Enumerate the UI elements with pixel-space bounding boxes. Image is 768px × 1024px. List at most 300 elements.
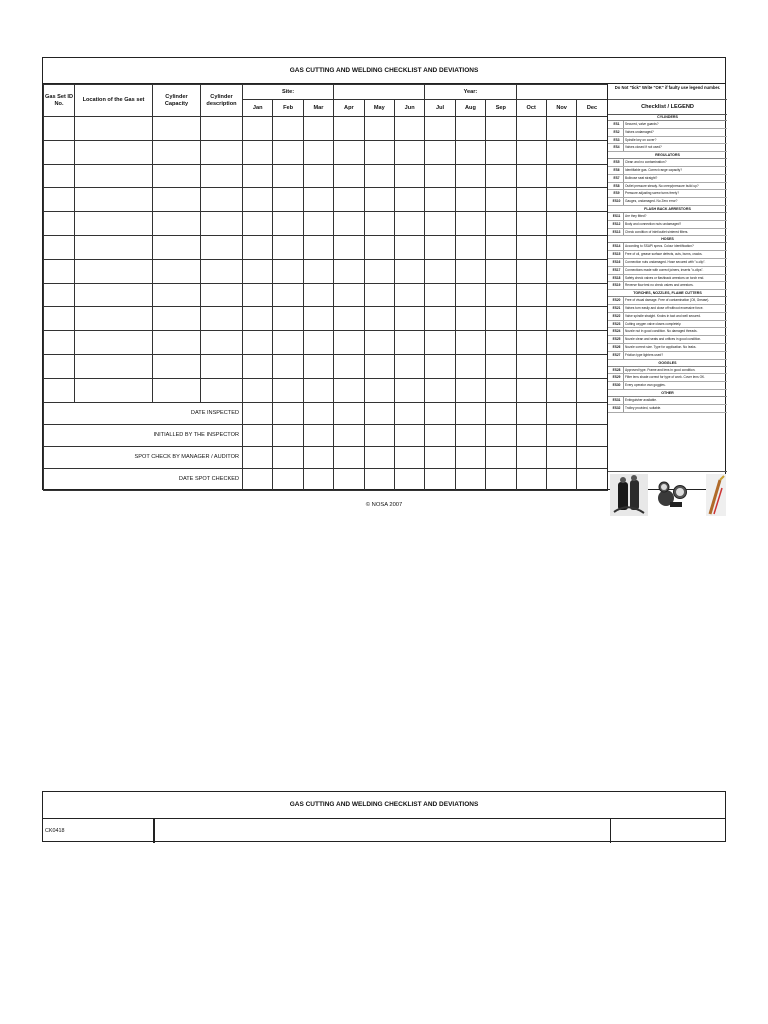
entry-cell[interactable] <box>303 164 333 188</box>
entry-cell[interactable] <box>394 188 424 212</box>
legend-item <box>608 352 727 360</box>
legend-item-code: ES9 <box>610 190 624 197</box>
entry-cell[interactable] <box>516 259 546 283</box>
entry-cell[interactable] <box>425 164 455 188</box>
entry-cell[interactable] <box>44 378 75 402</box>
footer-entry-cell[interactable] <box>455 424 485 446</box>
entry-cell[interactable] <box>334 117 364 141</box>
footer-entry-cell[interactable] <box>455 402 485 424</box>
entry-cell[interactable] <box>546 140 576 164</box>
entry-cell[interactable] <box>577 378 607 402</box>
entry-cell[interactable] <box>44 117 75 141</box>
entry-cell[interactable] <box>546 283 576 307</box>
entry-cell[interactable] <box>394 259 424 283</box>
footer-entry-cell[interactable] <box>364 424 394 446</box>
entry-cell[interactable] <box>486 378 516 402</box>
legend-item-text: Free of visual damage. Free of contamination (Oil, Grease). <box>625 298 710 303</box>
entry-cell[interactable] <box>273 188 303 212</box>
legend-item <box>608 144 727 152</box>
entry-cell[interactable] <box>394 212 424 236</box>
entry-cell[interactable] <box>273 259 303 283</box>
entry-cell[interactable] <box>455 378 485 402</box>
entry-cell[interactable] <box>334 235 364 259</box>
footer-entry-cell[interactable] <box>516 402 546 424</box>
footer-entry-cell[interactable] <box>394 468 424 490</box>
entry-cell[interactable] <box>44 307 75 331</box>
entry-cell[interactable] <box>334 140 364 164</box>
entry-cell[interactable] <box>273 283 303 307</box>
entry-cell[interactable] <box>243 354 273 378</box>
entry-cell[interactable] <box>273 331 303 355</box>
entry-cell[interactable] <box>546 188 576 212</box>
entry-cell[interactable] <box>201 259 243 283</box>
entry-cell[interactable] <box>75 283 153 307</box>
legend-item-code: ES32 <box>610 405 624 412</box>
month-header: May <box>364 100 394 117</box>
entry-cell[interactable] <box>394 378 424 402</box>
entry-cell[interactable] <box>486 117 516 141</box>
entry-cell[interactable] <box>153 212 201 236</box>
legend-item-text: Bullnose seat straight? <box>625 175 658 180</box>
legend-item <box>608 259 727 267</box>
table-row <box>44 307 608 331</box>
entry-cell[interactable] <box>364 354 394 378</box>
entry-cell[interactable] <box>153 331 201 355</box>
entry-cell[interactable] <box>364 164 394 188</box>
entry-cell[interactable] <box>75 235 153 259</box>
entry-cell[interactable] <box>44 164 75 188</box>
entry-cell[interactable] <box>273 354 303 378</box>
entry-cell[interactable] <box>425 212 455 236</box>
legend-item <box>608 251 727 259</box>
legend-item <box>608 367 727 375</box>
footer-entry-cell[interactable] <box>273 424 303 446</box>
entry-cell[interactable] <box>44 188 75 212</box>
entry-cell[interactable] <box>364 140 394 164</box>
month-header: Apr <box>334 100 364 117</box>
entry-cell[interactable] <box>303 307 333 331</box>
entry-cell[interactable] <box>425 235 455 259</box>
footer-entry-cell[interactable] <box>334 424 364 446</box>
second-sheet-title: GAS CUTTING AND WELDING CHECKLIST AND DEVIATIONS <box>43 792 725 819</box>
entry-cell[interactable] <box>486 164 516 188</box>
entry-cell[interactable] <box>516 140 546 164</box>
entry-cell[interactable] <box>577 331 607 355</box>
entry-cell[interactable] <box>394 140 424 164</box>
entry-cell[interactable] <box>364 212 394 236</box>
entry-cell[interactable] <box>44 331 75 355</box>
entry-cell[interactable] <box>201 188 243 212</box>
entry-cell[interactable] <box>486 235 516 259</box>
entry-cell[interactable] <box>364 188 394 212</box>
entry-cell[interactable] <box>577 259 607 283</box>
footer-entry-cell[interactable] <box>516 446 546 468</box>
entry-cell[interactable] <box>516 188 546 212</box>
entry-cell[interactable] <box>577 212 607 236</box>
legend-item <box>608 159 727 167</box>
footer-entry-cell[interactable] <box>546 468 576 490</box>
footer-entry-cell[interactable] <box>486 402 516 424</box>
entry-cell[interactable] <box>364 259 394 283</box>
entry-cell[interactable] <box>577 354 607 378</box>
entry-cell[interactable] <box>334 188 364 212</box>
entry-cell[interactable] <box>394 283 424 307</box>
entry-cell[interactable] <box>546 235 576 259</box>
legend-item <box>608 175 727 183</box>
entry-cell[interactable] <box>273 140 303 164</box>
entry-cell[interactable] <box>44 259 75 283</box>
entry-cell[interactable] <box>546 354 576 378</box>
entry-cell[interactable] <box>201 354 243 378</box>
entry-cell[interactable] <box>364 331 394 355</box>
entry-cell[interactable] <box>486 188 516 212</box>
entry-cell[interactable] <box>153 259 201 283</box>
entry-cell[interactable] <box>364 378 394 402</box>
legend-item-code: ES4 <box>610 144 624 151</box>
entry-cell[interactable] <box>75 188 153 212</box>
entry-cell[interactable] <box>243 235 273 259</box>
footer-entry-cell[interactable] <box>425 424 455 446</box>
entry-cell[interactable] <box>303 235 333 259</box>
legend-item-code: ES11 <box>610 213 624 220</box>
legend-item-code: ES12 <box>610 221 624 228</box>
entry-cell[interactable] <box>577 117 607 141</box>
footer-entry-cell[interactable] <box>334 446 364 468</box>
site-value[interactable] <box>334 85 425 100</box>
entry-cell[interactable] <box>455 259 485 283</box>
entry-cell[interactable] <box>243 307 273 331</box>
footer-entry-cell[interactable] <box>273 468 303 490</box>
entry-cell[interactable] <box>201 331 243 355</box>
legend-item-text: Check condition of inlet/outlet sintered filters. <box>625 229 689 234</box>
entry-cell[interactable] <box>516 378 546 402</box>
second-sheet-header <box>42 791 726 842</box>
entry-cell[interactable] <box>394 331 424 355</box>
entry-cell[interactable] <box>394 307 424 331</box>
entry-cell[interactable] <box>334 354 364 378</box>
footer-entry-cell[interactable] <box>364 446 394 468</box>
entry-cell[interactable] <box>201 117 243 141</box>
entry-cell[interactable] <box>75 140 153 164</box>
entry-cell[interactable] <box>486 212 516 236</box>
entry-cell[interactable] <box>201 283 243 307</box>
table-row <box>44 140 608 164</box>
entry-cell[interactable] <box>273 164 303 188</box>
footer-entry-cell[interactable] <box>455 468 485 490</box>
entry-cell[interactable] <box>425 188 455 212</box>
entry-cell[interactable] <box>243 283 273 307</box>
second-sheet-field-right[interactable] <box>611 819 725 843</box>
legend-item-text: Clean and no contamination? <box>625 160 667 165</box>
entry-cell[interactable] <box>486 140 516 164</box>
legend-item <box>608 267 727 275</box>
entry-cell[interactable] <box>516 331 546 355</box>
legend-list <box>608 114 727 413</box>
footer-entry-cell[interactable] <box>243 468 273 490</box>
entry-cell[interactable] <box>546 378 576 402</box>
footer-entry-cell[interactable] <box>577 402 607 424</box>
entry-cell[interactable] <box>303 140 333 164</box>
entry-cell[interactable] <box>455 212 485 236</box>
legend-item <box>608 190 727 198</box>
entry-cell[interactable] <box>394 164 424 188</box>
entry-cell[interactable] <box>455 117 485 141</box>
legend-item-text: Free of oil, grease surface defects, cuts, burns, cracks. <box>625 252 703 257</box>
footer-entry-cell[interactable] <box>577 468 607 490</box>
footer-entry-cell[interactable] <box>425 402 455 424</box>
entry-cell[interactable] <box>243 140 273 164</box>
entry-cell[interactable] <box>577 164 607 188</box>
legend-item-text: Valves undamaged? <box>625 129 654 134</box>
entry-cell[interactable] <box>546 117 576 141</box>
entry-cell[interactable] <box>516 307 546 331</box>
entry-cell[interactable] <box>577 140 607 164</box>
legend-item-code: ES23 <box>610 321 624 328</box>
entry-cell[interactable] <box>334 283 364 307</box>
entry-cell[interactable] <box>425 307 455 331</box>
footer-entry-cell[interactable] <box>486 468 516 490</box>
legend-item-code: ES14 <box>610 243 624 250</box>
entry-cell[interactable] <box>425 259 455 283</box>
entry-cell[interactable] <box>577 188 607 212</box>
entry-cell[interactable] <box>486 354 516 378</box>
entry-cell[interactable] <box>303 283 333 307</box>
entry-cell[interactable] <box>334 307 364 331</box>
legend-section-heading: TORCHES, NOZZLES, FLAME CUTTERS <box>608 290 727 297</box>
entry-cell[interactable] <box>243 164 273 188</box>
footer-entry-cell[interactable] <box>303 402 333 424</box>
entry-cell[interactable] <box>546 259 576 283</box>
entry-cell[interactable] <box>201 164 243 188</box>
legend-item-text: Approved type. Frame and lens in good condition. <box>625 367 696 372</box>
entry-cell[interactable] <box>303 354 333 378</box>
entry-cell[interactable] <box>153 235 201 259</box>
entry-cell[interactable] <box>303 188 333 212</box>
legend-item-code: ES6 <box>610 167 624 174</box>
entry-cell[interactable] <box>75 331 153 355</box>
header-year: Year: <box>425 85 516 100</box>
table-row <box>44 283 608 307</box>
legend-note: Do Not "tick" Write "OK" if faulty use legend number. <box>608 84 727 100</box>
entry-cell[interactable] <box>273 378 303 402</box>
entry-cell[interactable] <box>44 235 75 259</box>
entry-cell[interactable] <box>516 354 546 378</box>
entry-cell[interactable] <box>75 354 153 378</box>
copyright-notice: © NOSA 2007 <box>365 502 403 508</box>
entry-cell[interactable] <box>546 331 576 355</box>
entry-cell[interactable] <box>75 378 153 402</box>
entry-cell[interactable] <box>273 117 303 141</box>
table-row <box>44 117 608 141</box>
footer-entry-cell[interactable] <box>394 402 424 424</box>
entry-cell[interactable] <box>243 188 273 212</box>
legend-item-code: ES2 <box>610 129 624 136</box>
entry-cell[interactable] <box>273 235 303 259</box>
footer-entry-cell[interactable] <box>273 446 303 468</box>
footer-entry-cell[interactable] <box>486 424 516 446</box>
entry-cell[interactable] <box>577 283 607 307</box>
entry-cell[interactable] <box>546 164 576 188</box>
entry-cell[interactable] <box>243 117 273 141</box>
footer-entry-cell[interactable] <box>273 402 303 424</box>
legend-item-code: ES10 <box>610 198 624 205</box>
entry-cell[interactable] <box>486 259 516 283</box>
legend-item-text: Pressure adjusting screw turns freely? <box>625 191 680 196</box>
footer-entry-cell[interactable] <box>546 402 576 424</box>
month-header: Dec <box>577 100 607 117</box>
footer-entry-cell[interactable] <box>243 446 273 468</box>
second-sheet-field[interactable] <box>153 819 611 843</box>
header-location: Location of the Gas set <box>75 85 153 117</box>
legend-section-heading: CYLINDERS <box>608 114 727 121</box>
entry-cell[interactable] <box>394 117 424 141</box>
footer-entry-cell[interactable] <box>303 446 333 468</box>
entry-cell[interactable] <box>364 283 394 307</box>
entry-cell[interactable] <box>44 283 75 307</box>
entry-cell[interactable] <box>394 354 424 378</box>
entry-cell[interactable] <box>364 307 394 331</box>
footer-entry-cell[interactable] <box>243 424 273 446</box>
year-value[interactable] <box>516 85 607 100</box>
entry-cell[interactable] <box>153 188 201 212</box>
header-cylinder-description: Cylinder description <box>201 85 243 117</box>
entry-cell[interactable] <box>334 259 364 283</box>
legend-item-text: Cutting oxygen valve closes completely. <box>625 321 682 326</box>
footer-entry-cell[interactable] <box>334 468 364 490</box>
footer-entry-cell[interactable] <box>486 446 516 468</box>
footer-entry-cell[interactable] <box>303 468 333 490</box>
entry-cell[interactable] <box>201 378 243 402</box>
entry-cell[interactable] <box>201 307 243 331</box>
entry-cell[interactable] <box>75 212 153 236</box>
entry-cell[interactable] <box>425 117 455 141</box>
entry-cell[interactable] <box>455 235 485 259</box>
entry-cell[interactable] <box>425 378 455 402</box>
entry-cell[interactable] <box>153 140 201 164</box>
equipment-pictures <box>608 471 727 518</box>
entry-cell[interactable] <box>153 307 201 331</box>
entry-cell[interactable] <box>75 259 153 283</box>
entry-cell[interactable] <box>334 378 364 402</box>
footer-entry-cell[interactable] <box>425 468 455 490</box>
footer-entry-cell[interactable] <box>516 468 546 490</box>
entry-cell[interactable] <box>516 283 546 307</box>
entry-cell[interactable] <box>243 212 273 236</box>
entry-cell[interactable] <box>546 307 576 331</box>
entry-cell[interactable] <box>425 140 455 164</box>
entry-cell[interactable] <box>394 235 424 259</box>
entry-cell[interactable] <box>546 212 576 236</box>
entry-cell[interactable] <box>75 307 153 331</box>
entry-cell[interactable] <box>303 259 333 283</box>
entry-cell[interactable] <box>577 235 607 259</box>
entry-cell[interactable] <box>425 354 455 378</box>
entry-cell[interactable] <box>44 354 75 378</box>
entry-cell[interactable] <box>516 212 546 236</box>
entry-cell[interactable] <box>44 212 75 236</box>
entry-cell[interactable] <box>75 164 153 188</box>
footer-entry-cell[interactable] <box>546 424 576 446</box>
entry-cell[interactable] <box>201 212 243 236</box>
entry-cell[interactable] <box>455 164 485 188</box>
entry-cell[interactable] <box>153 164 201 188</box>
legend-item-text: Spindle key on cover? <box>625 137 657 142</box>
entry-cell[interactable] <box>334 331 364 355</box>
footer-entry-cell[interactable] <box>334 402 364 424</box>
entry-cell[interactable] <box>364 117 394 141</box>
footer-row-label: SPOT CHECK BY MANAGER / AUDITOR <box>44 446 243 468</box>
legend-item <box>608 305 727 313</box>
entry-cell[interactable] <box>486 331 516 355</box>
entry-cell[interactable] <box>334 164 364 188</box>
entry-cell[interactable] <box>243 331 273 355</box>
table-row <box>44 235 608 259</box>
legend-item-code: ES28 <box>610 367 624 374</box>
entry-cell[interactable] <box>486 307 516 331</box>
entry-cell[interactable] <box>334 212 364 236</box>
entry-cell[interactable] <box>75 117 153 141</box>
entry-cell[interactable] <box>455 140 485 164</box>
entry-cell[interactable] <box>425 283 455 307</box>
entry-cell[interactable] <box>516 235 546 259</box>
entry-cell[interactable] <box>201 140 243 164</box>
entry-cell[interactable] <box>455 331 485 355</box>
legend-item-code: ES20 <box>610 297 624 304</box>
footer-entry-cell[interactable] <box>425 446 455 468</box>
entry-cell[interactable] <box>243 378 273 402</box>
legend-item-code: ES18 <box>610 275 624 282</box>
entry-cell[interactable] <box>364 235 394 259</box>
entry-cell[interactable] <box>273 212 303 236</box>
entry-cell[interactable] <box>153 283 201 307</box>
entry-cell[interactable] <box>153 354 201 378</box>
entry-cell[interactable] <box>516 164 546 188</box>
footer-entry-cell[interactable] <box>546 446 576 468</box>
entry-cell[interactable] <box>486 283 516 307</box>
footer-entry-cell[interactable] <box>455 446 485 468</box>
entry-cell[interactable] <box>516 117 546 141</box>
entry-cell[interactable] <box>273 307 303 331</box>
entry-cell[interactable] <box>303 212 333 236</box>
footer-entry-cell[interactable] <box>303 424 333 446</box>
footer-entry-cell[interactable] <box>577 424 607 446</box>
footer-entry-cell[interactable] <box>577 446 607 468</box>
entry-cell[interactable] <box>577 307 607 331</box>
entry-cell[interactable] <box>425 331 455 355</box>
entry-cell[interactable] <box>201 235 243 259</box>
entry-cell[interactable] <box>455 354 485 378</box>
footer-entry-cell[interactable] <box>394 446 424 468</box>
legend-item-text: Gauges, undamaged. No Zero error? <box>625 199 678 204</box>
entry-cell[interactable] <box>455 188 485 212</box>
footer-entry-cell[interactable] <box>243 402 273 424</box>
footer-entry-cell[interactable] <box>394 424 424 446</box>
footer-entry-cell[interactable] <box>364 402 394 424</box>
entry-cell[interactable] <box>303 331 333 355</box>
entry-cell[interactable] <box>303 117 333 141</box>
entry-cell[interactable] <box>455 307 485 331</box>
month-header: Oct <box>516 100 546 117</box>
footer-entry-cell[interactable] <box>516 424 546 446</box>
header-cylinder-capacity: Cylinder Capacity <box>153 85 201 117</box>
entry-cell[interactable] <box>44 140 75 164</box>
entry-cell[interactable] <box>153 378 201 402</box>
entry-cell[interactable] <box>303 378 333 402</box>
entry-cell[interactable] <box>455 283 485 307</box>
entry-cell[interactable] <box>243 259 273 283</box>
footer-entry-cell[interactable] <box>364 468 394 490</box>
entry-cell[interactable] <box>153 117 201 141</box>
